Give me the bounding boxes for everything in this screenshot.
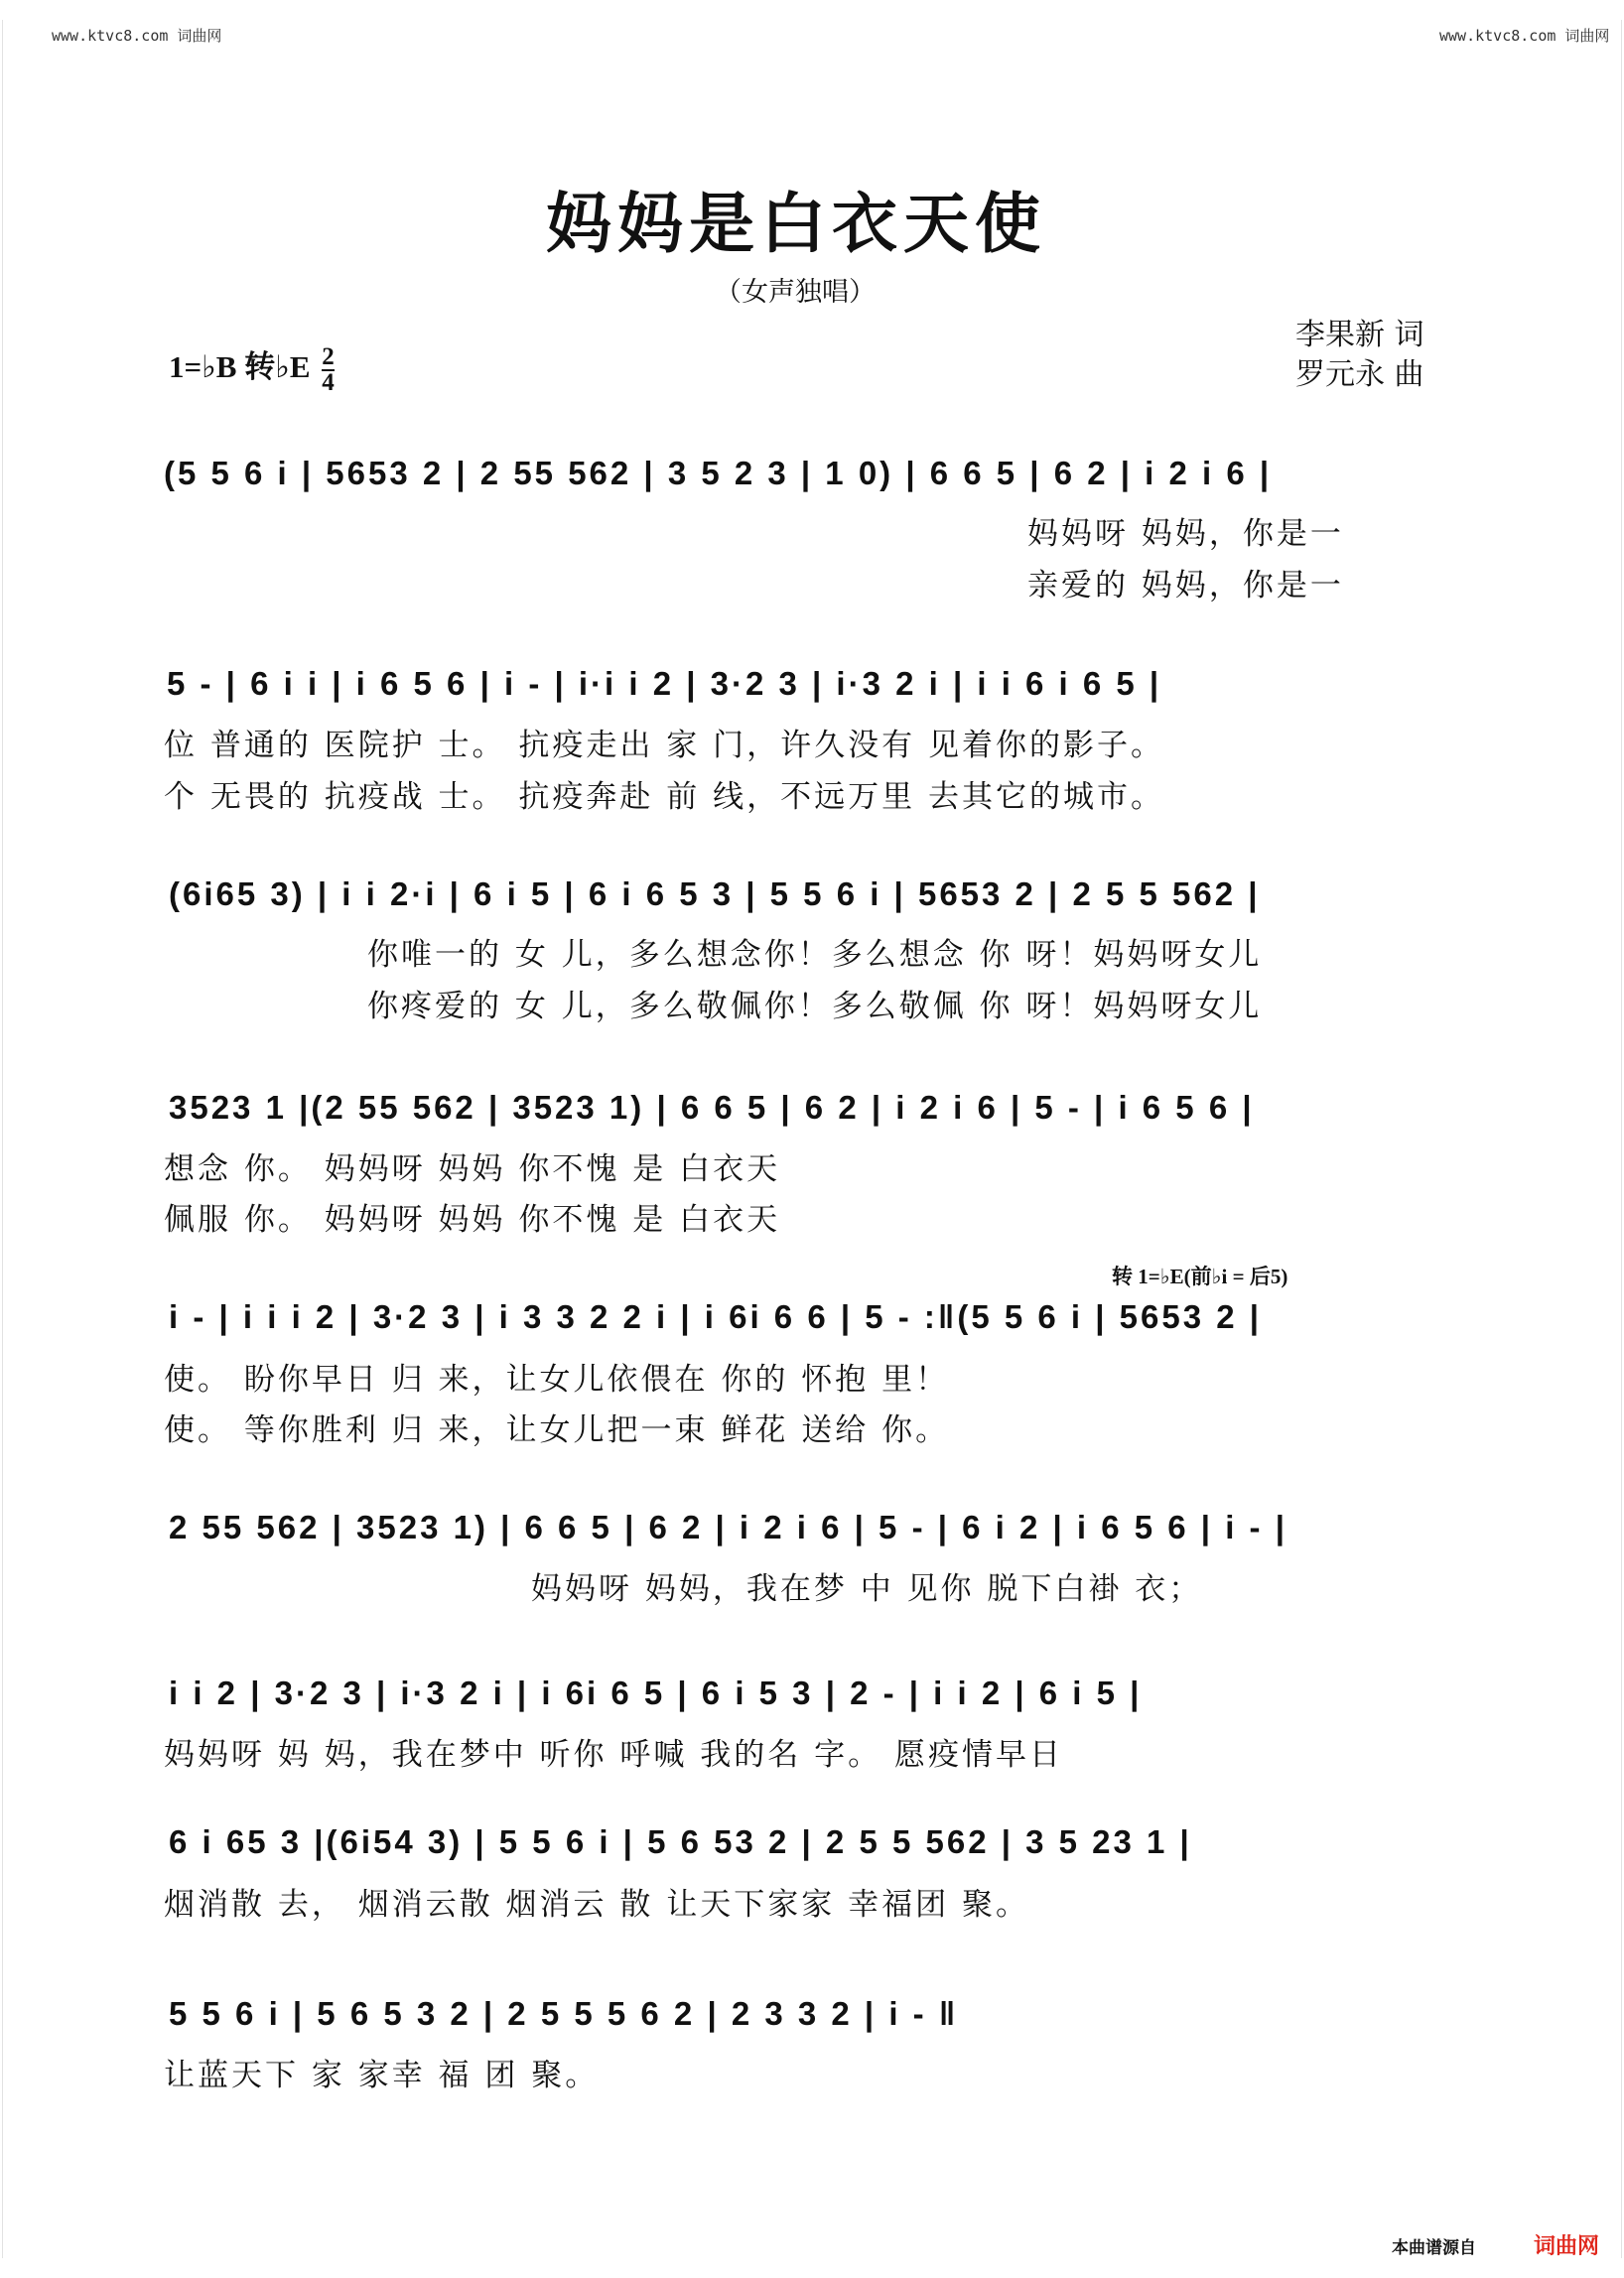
lyric-line-3-verse-1: 你唯一的 女 儿，多么想念你！多么想念 你 呀！妈妈呀女儿: [367, 937, 1263, 973]
composer-credit: 罗元永 曲: [1295, 357, 1424, 392]
notation-line-9: 5 5 6 i | 5 6 5 3 2 | 2 5 5 5 6 2 | 2 3 3 2 | i - ‖: [169, 1995, 959, 2032]
lyric-line-4-verse-1: 想念 你。 妈妈呀 妈妈 你不愧 是 白衣天: [164, 1151, 781, 1187]
lyric-line-8-verse-1: 烟消散 去， 烟消云散 烟消云 散 让天下家家 幸福团 聚。: [164, 1887, 1029, 1923]
notation-line-8: 6 i 65 3 |(6i54 3) | 5 5 6 i | 5 6 53 2 | 2 5 5 562 | 3 5 23 1 |: [169, 1823, 1192, 1860]
lyric-line-3-verse-2: 你疼爱的 女 儿，多么敬佩你！多么敬佩 你 呀！妈妈呀女儿: [367, 989, 1263, 1024]
lyric-line-5-verse-2: 使。 等你胜利 归 来，让女儿把一束 鲜花 送给 你。: [164, 1412, 950, 1448]
notation-line-3: (6i65 3) | i i 2·i | 6 i 5 | 6 i 6 5 3 | 5 5 6 i | 5653 2 | 2 5 5 562 |: [169, 875, 1261, 912]
notation-line-1: (5 5 6 i | 5653 2 | 2 55 562 | 3 5 2 3 | 1 0) | 6 6 5 | 6 2 | i 2 i 6 |: [164, 455, 1273, 491]
lyric-line-2-verse-1: 位 普通的 医院护 士。 抗疫走出 家 门，许久没有 见着你的影子。: [164, 728, 1164, 763]
notation-line-7: i i 2 | 3·2 3 | i·3 2 i | i 6i 6 5 | 6 i 5 3 | 2 - | i i 2 | 6 i 5 |: [169, 1675, 1143, 1711]
lyric-line-5-verse-1: 使。 盼你早日 归 来，让女儿依偎在 你的 怀抱 里！: [164, 1362, 950, 1398]
footer-brand-link[interactable]: 词曲网: [1534, 2234, 1600, 2259]
notation-line-6: 2 55 562 | 3523 1) | 6 6 5 | 6 2 | i 2 i 6 | 5 - | 6 i 2 | i 6 5 6 | i - |: [169, 1509, 1287, 1545]
lyric-line-1-verse-2: 亲爱的 妈妈，你是一: [1027, 568, 1344, 603]
notation-line-2: 5 - | 6 i i | i 6 5 6 | i - | i·i i 2 | 3·2 3 | i·3 2 i | i i 6 i 6 5 |: [167, 665, 1162, 702]
left-margin-strip: [2, 20, 17, 2258]
lyric-line-7-verse-1: 妈妈呀 妈 妈，我在梦中 听你 呼喊 我的名 字。 愿疫情早日: [164, 1737, 1063, 1773]
song-subtitle: （女声独唱）: [715, 277, 876, 308]
lyric-line-6-verse-1: 妈妈呀 妈妈，我在梦 中 见你 脱下白褂 衣；: [531, 1571, 1203, 1607]
lyric-line-4-verse-2: 佩服 你。 妈妈呀 妈妈 你不愧 是 白衣天: [164, 1202, 781, 1238]
key-signature: [169, 341, 335, 395]
site-watermark-left: www.ktvc8.com 词曲网: [52, 27, 222, 45]
lyric-line-9-verse-1: 让蓝天下 家 家幸 福 团 聚。: [164, 2058, 600, 2093]
notation-line-4: 3523 1 |(2 55 562 | 3523 1) | 6 6 5 | 6 2 | i 2 i 6 | 5 - | i 6 5 6 |: [169, 1089, 1255, 1126]
site-watermark-right: www.ktvc8.com 词曲网: [1439, 27, 1610, 45]
key-text: 1=♭B 转♭E: [169, 349, 311, 384]
lyricist-credit: 李果新 词: [1295, 318, 1424, 352]
lyric-line-1-verse-1: 妈妈呀 妈妈，你是一: [1027, 516, 1344, 552]
notation-line-5: i - | i i i 2 | 3·2 3 | i 3 3 2 2 i | i 6i 6 6 | 5 - :‖(5 5 6 i | 5653 2 |: [169, 1298, 1262, 1335]
key-change-annotation: 转 1=♭E(前♭i = 后5): [1112, 1265, 1288, 1288]
right-margin-strip: [1607, 20, 1622, 2258]
time-sig-bottom: 4: [322, 368, 335, 396]
footer-source-text: 本曲谱源自: [1392, 2238, 1476, 2258]
time-signature: [322, 342, 335, 396]
song-title: 妈妈是白衣天使: [546, 185, 1046, 262]
lyric-line-2-verse-2: 个 无畏的 抗疫战 士。 抗疫奔赴 前 线，不远万里 去其它的城市。: [164, 779, 1164, 815]
time-sig-top: 2: [322, 342, 335, 370]
